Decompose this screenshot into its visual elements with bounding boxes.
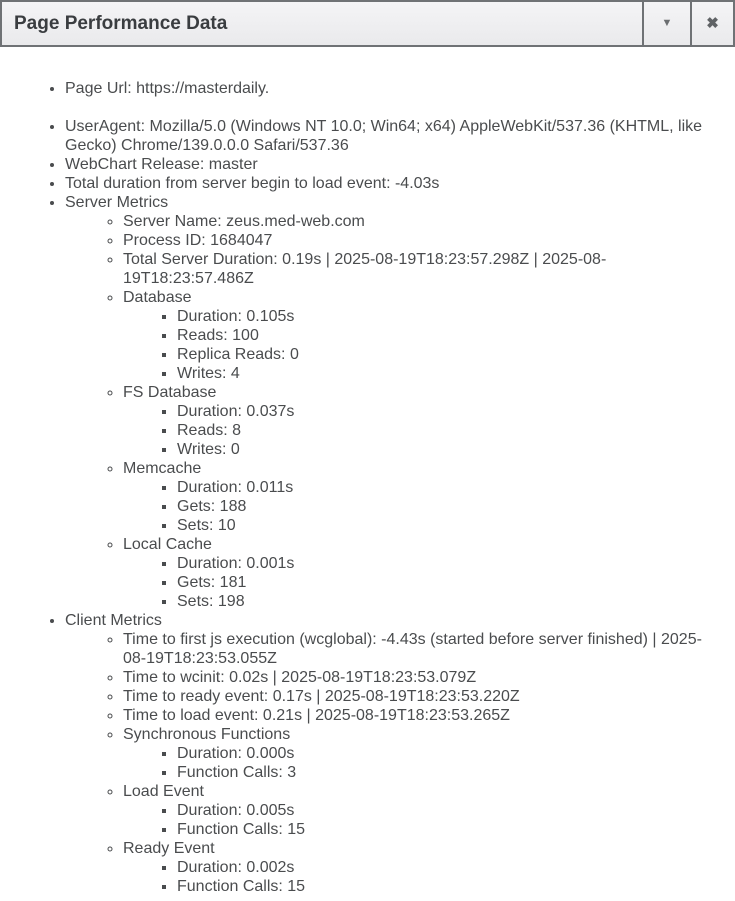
list-item (177, 592, 710, 611)
list-item-text: Replica Reads: 0 (177, 346, 299, 363)
list-item-text: Time to ready event: 0.17s | 2025-08-19T18:23:53.220Z (123, 688, 520, 705)
list-item (123, 288, 710, 383)
nested-list (65, 212, 710, 611)
list-item-text: Gets: 188 (177, 498, 247, 515)
list-item (123, 839, 710, 896)
list-item (177, 497, 710, 516)
close-icon: ✖ (706, 15, 719, 32)
list-item-text: Total Server Duration: 0.19s | 2025-08-19T18:23:57.298Z | 2025-08-19T18:23:57.486Z (123, 251, 607, 287)
list-item (177, 421, 710, 440)
list-item (123, 250, 710, 288)
dialog-titlebar[interactable] (0, 0, 735, 47)
list-item-text: Ready Event (123, 840, 215, 857)
list-item-text: Sets: 198 (177, 593, 245, 610)
nested-list (123, 402, 710, 459)
list-item (177, 554, 710, 573)
list-item (177, 744, 710, 763)
list-item-text: Time to wcinit: 0.02s | 2025-08-19T18:23:53.079Z (123, 669, 477, 686)
list-item-text: Server Name: zeus.med-web.com (123, 213, 365, 230)
list-item (65, 155, 710, 174)
list-item (65, 117, 710, 155)
list-item-text: FS Database (123, 384, 217, 401)
list-item-text: Function Calls: 3 (177, 764, 297, 781)
list-item (123, 630, 710, 668)
list-item-text: Function Calls: 15 (177, 821, 306, 838)
list-item (123, 725, 710, 782)
list-item (177, 877, 710, 896)
list-item-text: UserAgent: Mozilla/5.0 (Windows NT 10.0; Win64; x64) AppleWebKit/537.36 (KHTML, like Gecko) Chrome/139.0.0.0 Safari/537.36 (65, 118, 703, 154)
nested-list (123, 307, 710, 383)
close-button[interactable] (690, 2, 733, 45)
list-item (123, 706, 710, 725)
list-item (177, 440, 710, 459)
list-item-text: Duration: 0.002s (177, 859, 295, 876)
nested-list (123, 554, 710, 611)
list-item (177, 763, 710, 782)
list-item-text: Time to load event: 0.21s | 2025-08-19T18:23:53.265Z (123, 707, 510, 724)
list-item (123, 782, 710, 839)
list-item (177, 364, 710, 383)
list-item (123, 687, 710, 706)
list-item-text: Reads: 8 (177, 422, 242, 439)
performance-metrics-list (0, 79, 710, 896)
list-item-text: Gets: 181 (177, 574, 247, 591)
list-item (123, 383, 710, 459)
list-item-text: Load Event (123, 783, 204, 800)
list-item-text: WebChart Release: master (65, 156, 258, 173)
list-item (177, 858, 710, 877)
list-item (177, 402, 710, 421)
nested-list (123, 744, 710, 782)
nested-list (65, 630, 710, 896)
list-item-text: Duration: 0.011s (177, 479, 294, 496)
list-item-text: Duration: 0.037s (177, 403, 295, 420)
list-item-text: Database (123, 289, 192, 306)
list-item (65, 611, 710, 896)
list-item-text: Synchronous Functions (123, 726, 291, 743)
list-item-text: Function Calls: 15 (177, 878, 306, 895)
list-item-text: Process ID: 1684047 (123, 232, 273, 249)
list-item-text: Time to first js execution (wcglobal): -4.43s (started before server finished) | 2025-08-19T18:23:53.055Z (123, 631, 702, 667)
list-item (177, 801, 710, 820)
list-item-text: Writes: 0 (177, 441, 240, 458)
list-item-text: Reads: 100 (177, 327, 259, 344)
list-item (177, 307, 710, 326)
dialog-content (0, 47, 735, 896)
list-item (123, 231, 710, 250)
list-item-text: Sets: 10 (177, 517, 236, 534)
list-item (177, 326, 710, 345)
list-item-text: Writes: 4 (177, 365, 240, 382)
list-item-text: Duration: 0.005s (177, 802, 295, 819)
list-item-text: Local Cache (123, 536, 212, 553)
list-item (123, 212, 710, 231)
list-item (65, 79, 710, 98)
list-item (177, 516, 710, 535)
dialog-title: Page Performance Data (14, 12, 228, 34)
list-item-text: Duration: 0.000s (177, 745, 295, 762)
nested-list (123, 801, 710, 839)
nested-list (123, 858, 710, 896)
chevron-down-icon: ▼ (661, 17, 673, 29)
list-item-text: Total duration from server begin to load event: -4.03s (65, 175, 440, 192)
list-item (123, 459, 710, 535)
collapse-button[interactable] (642, 2, 690, 45)
list-item-text: Client Metrics (65, 612, 162, 629)
list-item (65, 193, 710, 611)
nested-list (123, 478, 710, 535)
list-item-text: Server Metrics (65, 194, 169, 211)
list-item (177, 573, 710, 592)
list-item-text: Page Url: https://masterdaily. (65, 80, 270, 97)
list-item (123, 668, 710, 687)
list-item-text: Duration: 0.105s (177, 308, 295, 325)
list-item (177, 345, 710, 364)
list-item (177, 820, 710, 839)
list-item (123, 535, 710, 611)
list-item-text: Memcache (123, 460, 202, 477)
list-item-text: Duration: 0.001s (177, 555, 295, 572)
list-item (65, 174, 710, 193)
list-item (177, 478, 710, 497)
